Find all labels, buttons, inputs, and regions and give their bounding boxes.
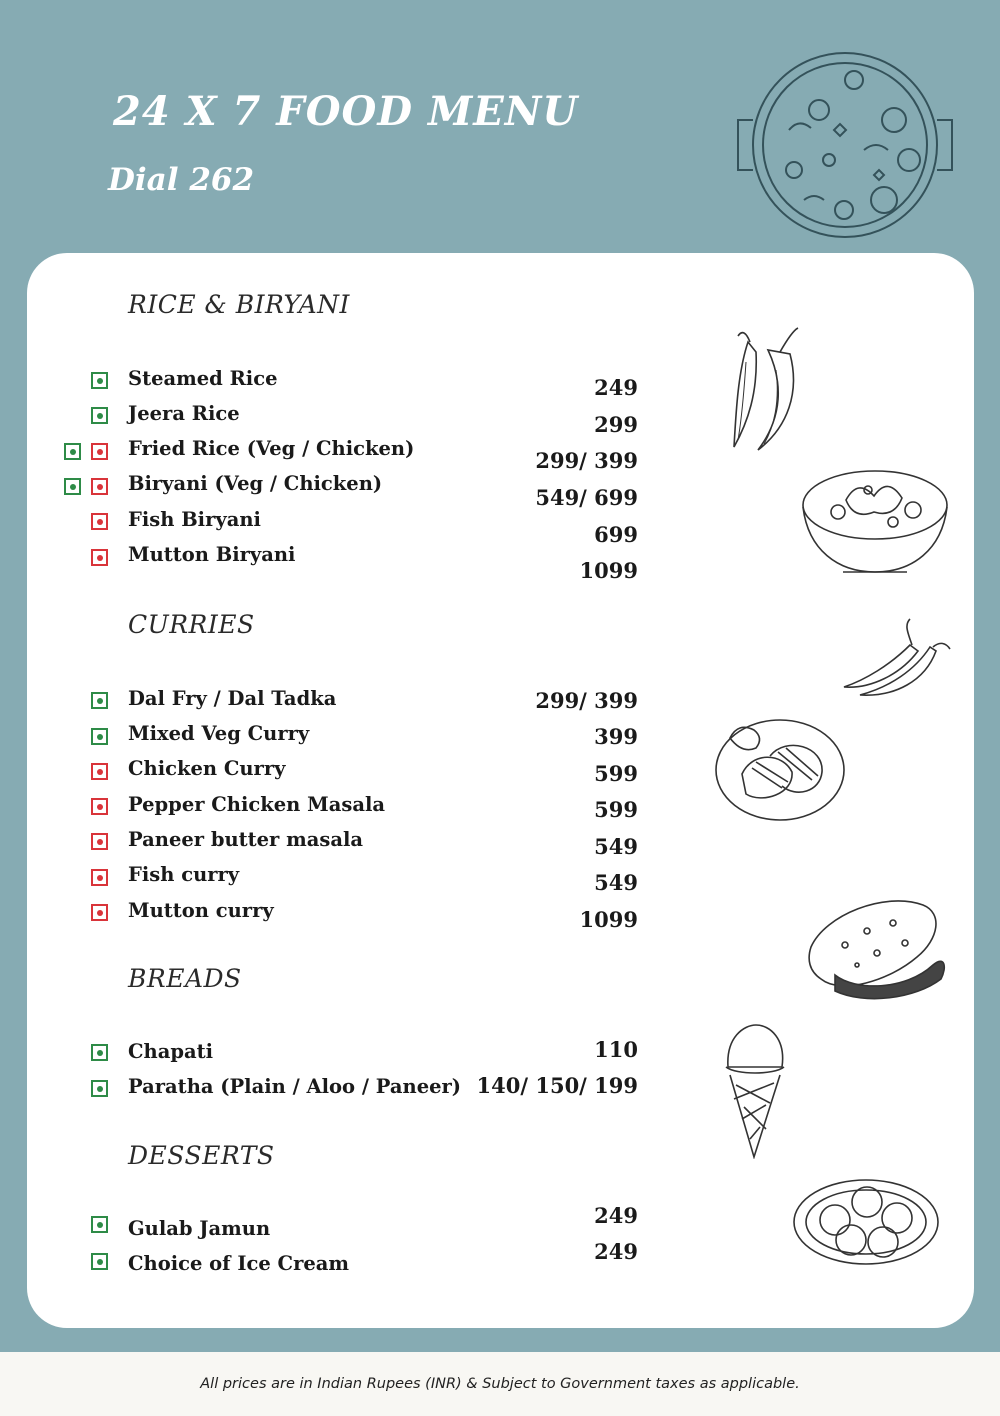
nonveg-mark-icon — [91, 798, 108, 815]
menu-item-price: 1099 — [579, 907, 638, 932]
menu-item-name: Paratha (Plain / Aloo / Paneer) — [128, 1075, 462, 1098]
menu-item-price: 549 — [594, 870, 638, 895]
footer-note: All prices are in Indian Rupees (INR) & Subject to Government taxes as applicable. — [200, 1376, 800, 1392]
menu-item-price: 599 — [594, 761, 638, 786]
veg-mark-icon — [91, 1080, 108, 1097]
veg-mark-icon — [91, 1253, 108, 1270]
menu-item-name: Fried Rice (Veg / Chicken) — [128, 437, 415, 460]
menu-item-price: 299/ 399 — [535, 448, 638, 473]
menu-item-price: 549/ 699 — [535, 485, 638, 510]
menu-item-price: 399 — [594, 724, 638, 749]
menu-item-price: 299 — [594, 412, 638, 437]
veg-mark-icon — [91, 1044, 108, 1061]
menu-item-name: Fish curry — [128, 863, 240, 886]
nonveg-mark-icon — [91, 513, 108, 530]
nonveg-mark-icon — [91, 549, 108, 566]
menu-item-name: Gulab Jamun — [128, 1217, 271, 1240]
veg-mark-icon — [91, 407, 108, 424]
cooking-pot-icon — [734, 50, 956, 240]
naan-bread-icon — [805, 895, 951, 1013]
ice-cream-cone-icon — [722, 1023, 788, 1159]
menu-item-price: 599 — [594, 797, 638, 822]
nonveg-mark-icon — [91, 833, 108, 850]
menu-item-name: Fish Biryani — [128, 508, 261, 531]
nonveg-mark-icon — [91, 443, 108, 460]
rice-bowl-icon — [798, 460, 952, 580]
menu-item-price: 699 — [594, 522, 638, 547]
menu-item-price: 110 — [594, 1037, 638, 1062]
menu-item-price: 249 — [594, 375, 638, 400]
nonveg-mark-icon — [91, 869, 108, 886]
section-title: RICE & BIRYANI — [128, 290, 350, 319]
chili-peppers-icon — [840, 615, 954, 701]
chili-peppers-icon — [728, 322, 804, 454]
veg-mark-icon — [64, 478, 81, 495]
menu-item-name: Pepper Chicken Masala — [128, 793, 386, 816]
veg-mark-icon — [91, 1216, 108, 1233]
menu-item-price: 1099 — [579, 558, 638, 583]
menu-item-name: Mutton curry — [128, 899, 274, 922]
page-title: 24 X 7 FOOD MENU — [113, 88, 579, 135]
menu-item-price: 249 — [594, 1239, 638, 1264]
menu-item-name: Paneer butter masala — [128, 828, 364, 851]
menu-item-name: Steamed Rice — [128, 367, 278, 390]
menu-item-price: 299/ 399 — [535, 688, 638, 713]
nonveg-mark-icon — [91, 763, 108, 780]
gulab-jamun-plate-icon — [791, 1170, 941, 1266]
menu-item-price: 249 — [594, 1203, 638, 1228]
section-title: BREADS — [128, 964, 242, 993]
menu-item-name: Dal Fry / Dal Tadka — [128, 687, 337, 710]
nonveg-mark-icon — [91, 904, 108, 921]
section-title: DESSERTS — [128, 1141, 275, 1170]
veg-mark-icon — [91, 728, 108, 745]
grilled-meat-plate-icon — [712, 712, 848, 824]
veg-mark-icon — [91, 372, 108, 389]
menu-item-name: Mixed Veg Curry — [128, 722, 310, 745]
nonveg-mark-icon — [91, 478, 108, 495]
menu-item-name: Mutton Biryani — [128, 543, 296, 566]
section-title: CURRIES — [128, 610, 255, 639]
menu-item-name: Biryani (Veg / Chicken) — [128, 472, 383, 495]
page-subtitle: Dial 262 — [108, 162, 255, 198]
veg-mark-icon — [91, 692, 108, 709]
menu-item-name: Choice of Ice Cream — [128, 1252, 350, 1275]
veg-mark-icon — [64, 443, 81, 460]
menu-item-name: Jeera Rice — [128, 402, 240, 425]
menu-item-price: 140/ 150/ 199 — [476, 1073, 638, 1098]
menu-item-price: 549 — [594, 834, 638, 859]
menu-item-name: Chapati — [128, 1040, 214, 1063]
menu-item-name: Chicken Curry — [128, 757, 286, 780]
